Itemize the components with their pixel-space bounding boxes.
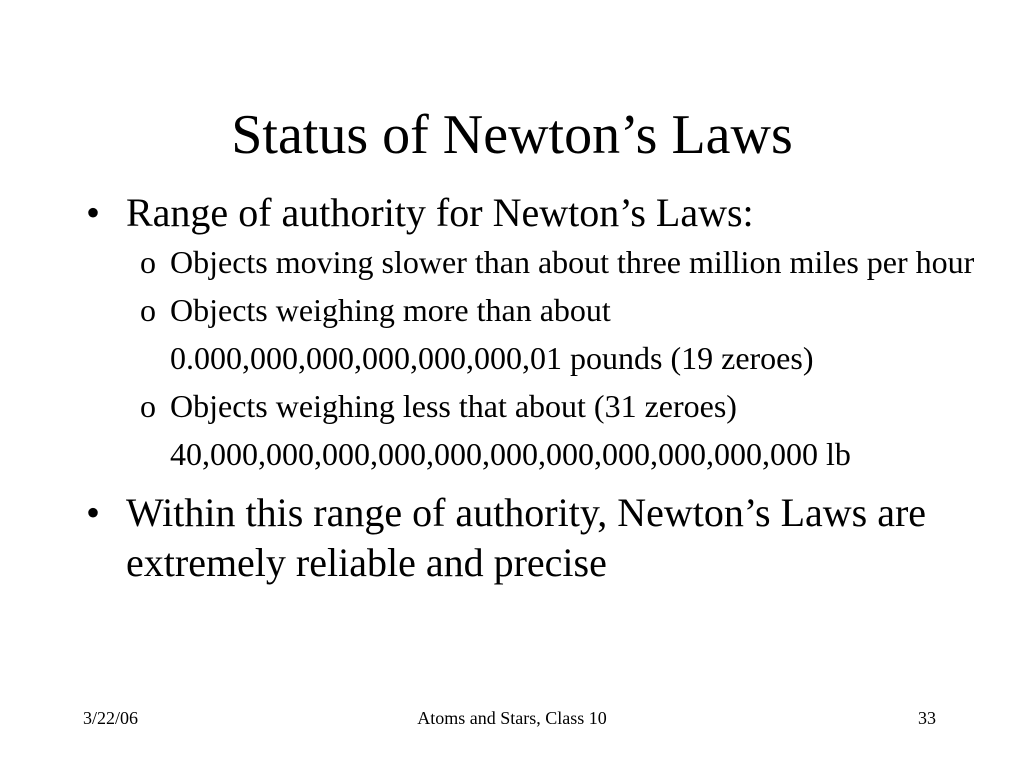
sub-bullet-text: Objects weighing less that about (31 zeroes) 40,000,000,000,000,000,000,000,000,000,000,000 lb [170,388,851,472]
bullet-text: Range of authority for Newton’s Laws: [126,190,754,235]
sub-bullet-marker: o [140,244,156,280]
sub-bullet-item [140,286,986,382]
sub-bullet-text: Objects weighing more than about 0.000,000,000,000,000,000,01 pounds (19 zeroes) [170,292,814,376]
slide-title: Status of Newton’s Laws [231,104,793,166]
slide-number: 33 [918,708,936,728]
bullet-marker: • [86,190,101,235]
sub-bullet-item [140,382,986,478]
bullet-marker: • [86,490,101,535]
footer-title: Atoms and Stars, Class 10 [417,708,607,728]
sub-bullet-item [140,238,986,286]
bullet-list [86,188,986,588]
sub-bullet-marker: o [140,388,156,424]
footer-date: 3/22/06 [83,708,139,728]
bullet-item [86,188,986,478]
bullet-item [86,488,986,588]
bullet-text: Within this range of authority, Newton’s Laws are extremely reliable and precise [126,490,927,585]
sub-bullet-text: Objects moving slower than about three million miles per hour [170,244,975,280]
sub-bullet-marker: o [140,292,156,328]
sub-bullet-list [140,238,986,478]
